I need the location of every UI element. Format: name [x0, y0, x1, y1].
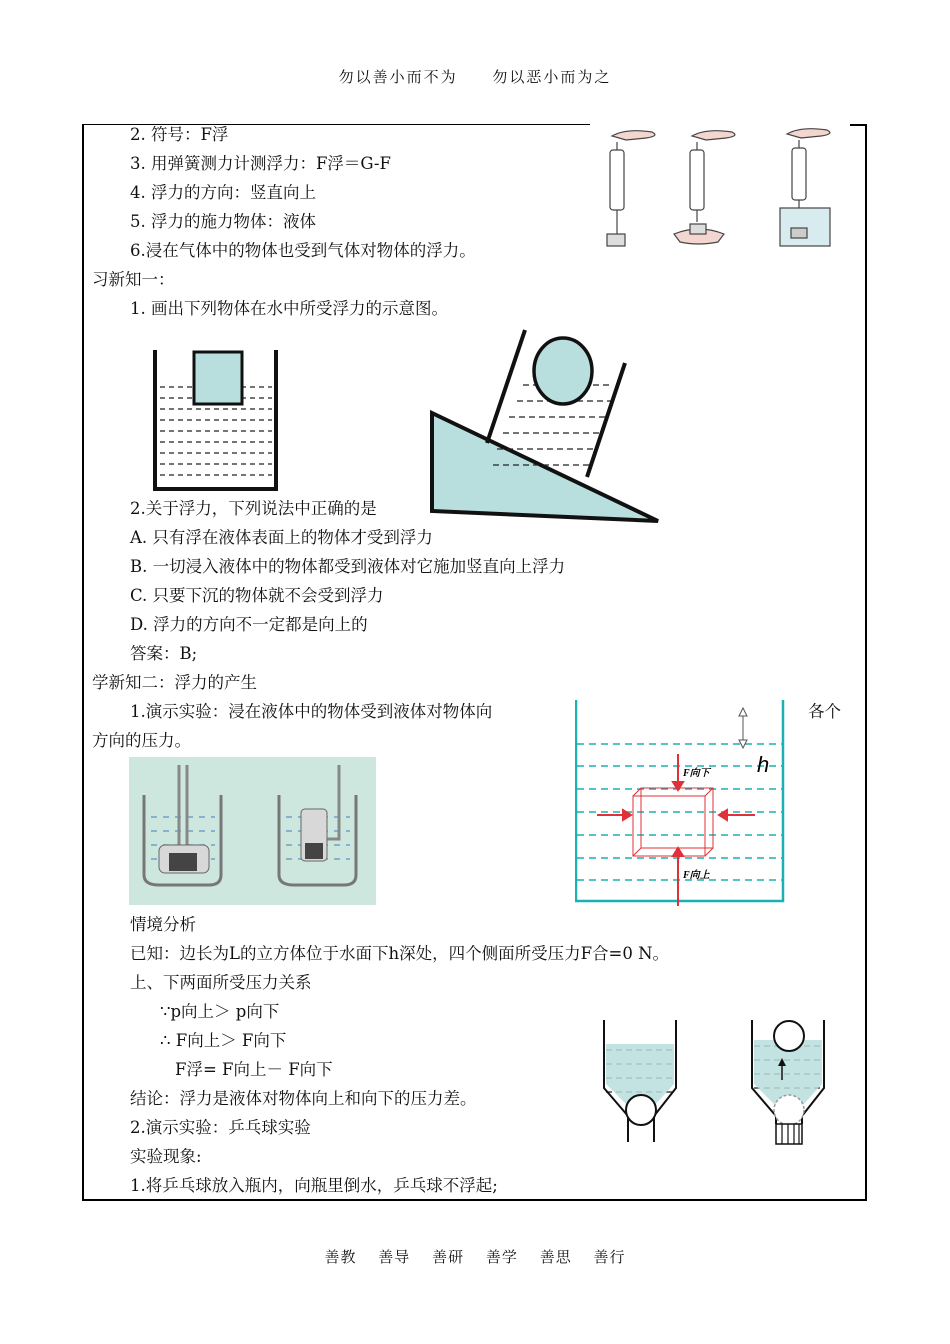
text-line: 1.演示实验：浸在液体中的物体受到液体对物体向 — [130, 702, 493, 721]
text-line: 情境分析 — [130, 915, 196, 934]
footer-item: 善思 — [539, 1248, 572, 1266]
spring-scale-illustration — [592, 124, 850, 256]
footer-item: 善教 — [324, 1248, 357, 1266]
text-line: 方向的压力。 — [92, 731, 191, 750]
text-line: 6.浸在气体中的物体也受到气体对物体的浮力。 — [130, 241, 476, 260]
footer-item: 善行 — [593, 1248, 626, 1266]
text-line: 2.演示实验：乒乓球实验 — [130, 1118, 311, 1137]
option-c: C. 只要下沉的物体就不会受到浮力 — [130, 586, 384, 605]
footer-item: 善导 — [378, 1248, 411, 1266]
text-line: 1. 画出下列物体在水中所受浮力的示意图。 — [130, 299, 448, 318]
pressure-cube-diagram — [575, 700, 785, 906]
page-footer — [0, 1246, 950, 1267]
depth-label-h: h — [757, 752, 770, 777]
text-line: 5. 浮力的施力物体：液体 — [130, 212, 316, 231]
question-stem: 2.关于浮力，下列说法中正确的是 — [130, 499, 377, 518]
text-line: 已知：边长为L的立方体位于水面下h深处，四个侧面所受压力F合=0 N。 — [130, 944, 670, 963]
option-a: A. 只有浮在液体表面上的物体才受到浮力 — [130, 528, 433, 547]
text-line: ∴ F向上＞ F向下 — [160, 1031, 287, 1050]
text-line: ∵p向上＞ p向下 — [160, 1002, 280, 1021]
header-right-motto: 勿以恶小而为之 — [492, 68, 612, 86]
text-line: 1.将乒乓球放入瓶内，向瓶里倒水，乒乓球不浮起; — [130, 1176, 498, 1195]
section-heading: 学新知二：浮力的产生 — [92, 673, 257, 692]
incline-container-diagram — [425, 325, 665, 530]
text-line: 实验现象: — [130, 1147, 202, 1166]
beaker-block-diagram — [150, 345, 285, 495]
f-up-label: F向上 — [683, 870, 710, 881]
option-d: D. 浮力的方向不一定都是向上的 — [130, 615, 368, 634]
conclusion: 结论：浮力是液体对物体向上和向下的压力差。 — [130, 1089, 477, 1108]
page-header — [0, 66, 950, 87]
answer: 答案：B; — [130, 644, 198, 663]
f-down-label: F向下 — [683, 768, 710, 779]
text-line: 4. 浮力的方向：竖直向上 — [130, 183, 316, 202]
header-left-motto: 勿以善小而不为 — [338, 68, 458, 86]
formula: F浮= F向上－ F向下 — [175, 1060, 333, 1079]
section-heading: 习新知一： — [92, 270, 175, 289]
beaker-experiment-photo — [129, 757, 376, 905]
footer-item: 善研 — [432, 1248, 465, 1266]
text-line: 上、下两面所受压力关系 — [130, 973, 312, 992]
footer-item: 善学 — [485, 1248, 518, 1266]
option-b: B. 一切浸入液体中的物体都受到液体对它施加竖直向上浮力 — [130, 557, 566, 576]
text-line: 2. 符号：F浮 — [130, 125, 229, 144]
text-line: 各个 — [808, 702, 841, 721]
ping-pong-bottle-diagram — [600, 1020, 830, 1152]
text-line: 3. 用弹簧测力计测浮力：F浮＝G-F — [130, 154, 391, 173]
